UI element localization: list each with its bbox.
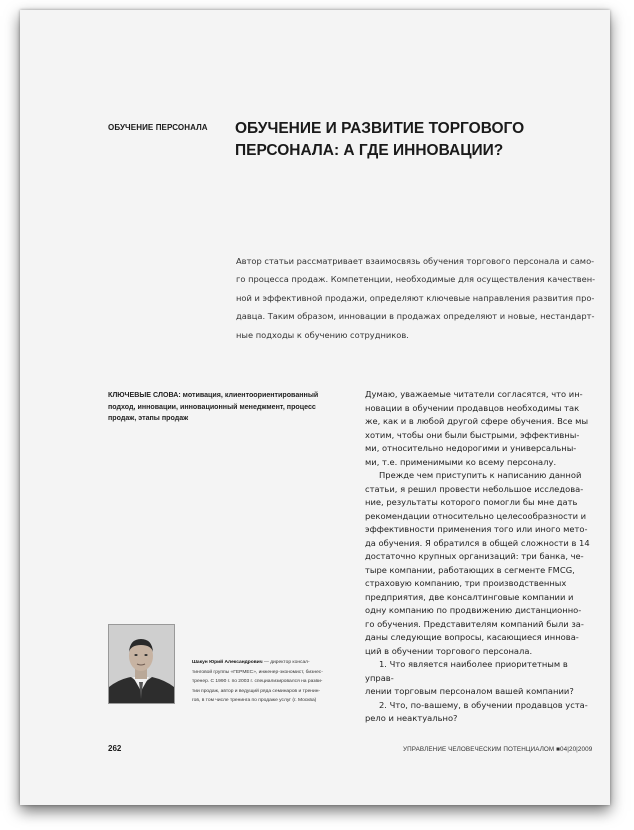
body-line: 2. Что, по-вашему, в обучении продавцов уста-: [379, 699, 588, 710]
journal-footer: [403, 746, 592, 753]
author-name: Шакун Юрий Александрович: [192, 660, 263, 665]
article-body: [365, 388, 597, 726]
body-line: 1. Что является наиболее приоритетным в управ-: [365, 659, 568, 683]
body-line: рекомендации относительно целесообразности и: [365, 510, 587, 521]
body-line: рело и неактуально?: [365, 713, 458, 723]
article-title: [235, 118, 575, 162]
keywords-line: подход, инновации, инновационный менеджмент, процесс: [108, 402, 316, 411]
body-line: Думаю, уважаемые читатели согласятся, что ин-: [365, 389, 583, 399]
lead-line: го процесса продаж. Компетенции, необходимые для осуществления качествен-: [236, 274, 596, 285]
body-line: же, как и в любой другой сфере обучения. Все мы: [365, 416, 589, 426]
lead-line: Автор статьи рассматривает взаимосвязь обучения торгового персонала и само-: [236, 256, 595, 266]
body-line: ние, результаты которого помогли бы мне дать: [365, 497, 578, 507]
body-line: ми, относительно недорогими и универсальны-: [365, 443, 577, 453]
body-line: тыре компании, работающих в сегменте FMCG,: [365, 564, 575, 575]
title-line: ОБУЧЕНИЕ И РАЗВИТИЕ ТОРГОВОГО: [235, 120, 525, 137]
section-label: ОБУЧЕНИЕ ПЕРСОНАЛА: [108, 123, 208, 132]
keywords-block: [108, 390, 343, 425]
author-portrait-image: [109, 625, 174, 703]
footer-separator: ■: [556, 746, 561, 753]
keywords-line: КЛЮЧЕВЫЕ СЛОВА: мотивация, клиентоориентированный: [108, 391, 319, 399]
body-line: новации в обучении продавцов необходимы так: [365, 402, 580, 413]
body-line: страховую компанию, три производственных: [365, 578, 567, 588]
body-line: хотим, чтобы они были быстрыми, эффективны-: [365, 429, 580, 440]
title-line: ПЕРСОНАЛА: А ГДЕ ИННОВАЦИИ?: [235, 142, 504, 159]
lead-line: ной и эффективной продажи, определяют ключевые направления развития про-: [236, 292, 595, 303]
body-line: Прежде чем приступить к написанию данной: [379, 470, 582, 480]
body-line: ций в обучении торгового персонала.: [365, 645, 533, 656]
author-desc-line: — директор консал-: [262, 660, 310, 665]
journal-name: УПРАВЛЕНИЕ ЧЕЛОВЕЧЕСКИМ ПОТЕНЦИАЛОМ: [403, 746, 555, 753]
keywords-line: продаж, этапы продаж: [108, 414, 189, 422]
author-desc-line: тренер. С 1990 г. по 2003 г. специализировался на разви-: [192, 679, 323, 685]
author-desc-line: гов, в том числе тренинга по продаже услуг (г. Москва): [192, 698, 317, 704]
magazine-page: [20, 10, 610, 805]
author-photo: [108, 624, 175, 704]
body-line: го обучения. Представителям компаний были за-: [365, 618, 584, 629]
issue-number: 04|20|2009: [560, 746, 593, 753]
body-line: да обучения. Я обратился в общей сложности в 14: [365, 537, 590, 548]
body-line: ми, т.е. применимыми ко всему персоналу.: [365, 456, 557, 467]
body-line: статьи, я решил провести небольшое исследова-: [365, 483, 584, 494]
lead-line: ные подходы к обучению сотрудников.: [236, 329, 409, 340]
author-desc-line: тии продаж, автор и ведущий ряда семинаров и тренин-: [192, 688, 321, 694]
author-desc-line: тинговой группы «ГЕРМЕС», инженер-экономист, бизнес-: [192, 669, 323, 675]
body-line: одну компанию по продвижению дистанционно-: [365, 605, 582, 615]
body-line: эффективности применения того или иного мето-: [365, 524, 588, 534]
body-line: достаточно крупных организаций: три банка, че-: [365, 551, 584, 561]
author-bio: [192, 658, 342, 706]
body-line: предприятия, две консалтинговые компании и: [365, 591, 574, 602]
lead-line: давца. Таким образом, инновации в продажах определяют и новые, нестандарт-: [236, 311, 595, 322]
page-number: 262: [108, 744, 122, 753]
body-line: лении торговым персоналом вашей компании?: [365, 686, 574, 696]
article-lead: [236, 252, 596, 344]
body-line: даны следующие вопросы, касающиеся иннова-: [365, 632, 579, 642]
